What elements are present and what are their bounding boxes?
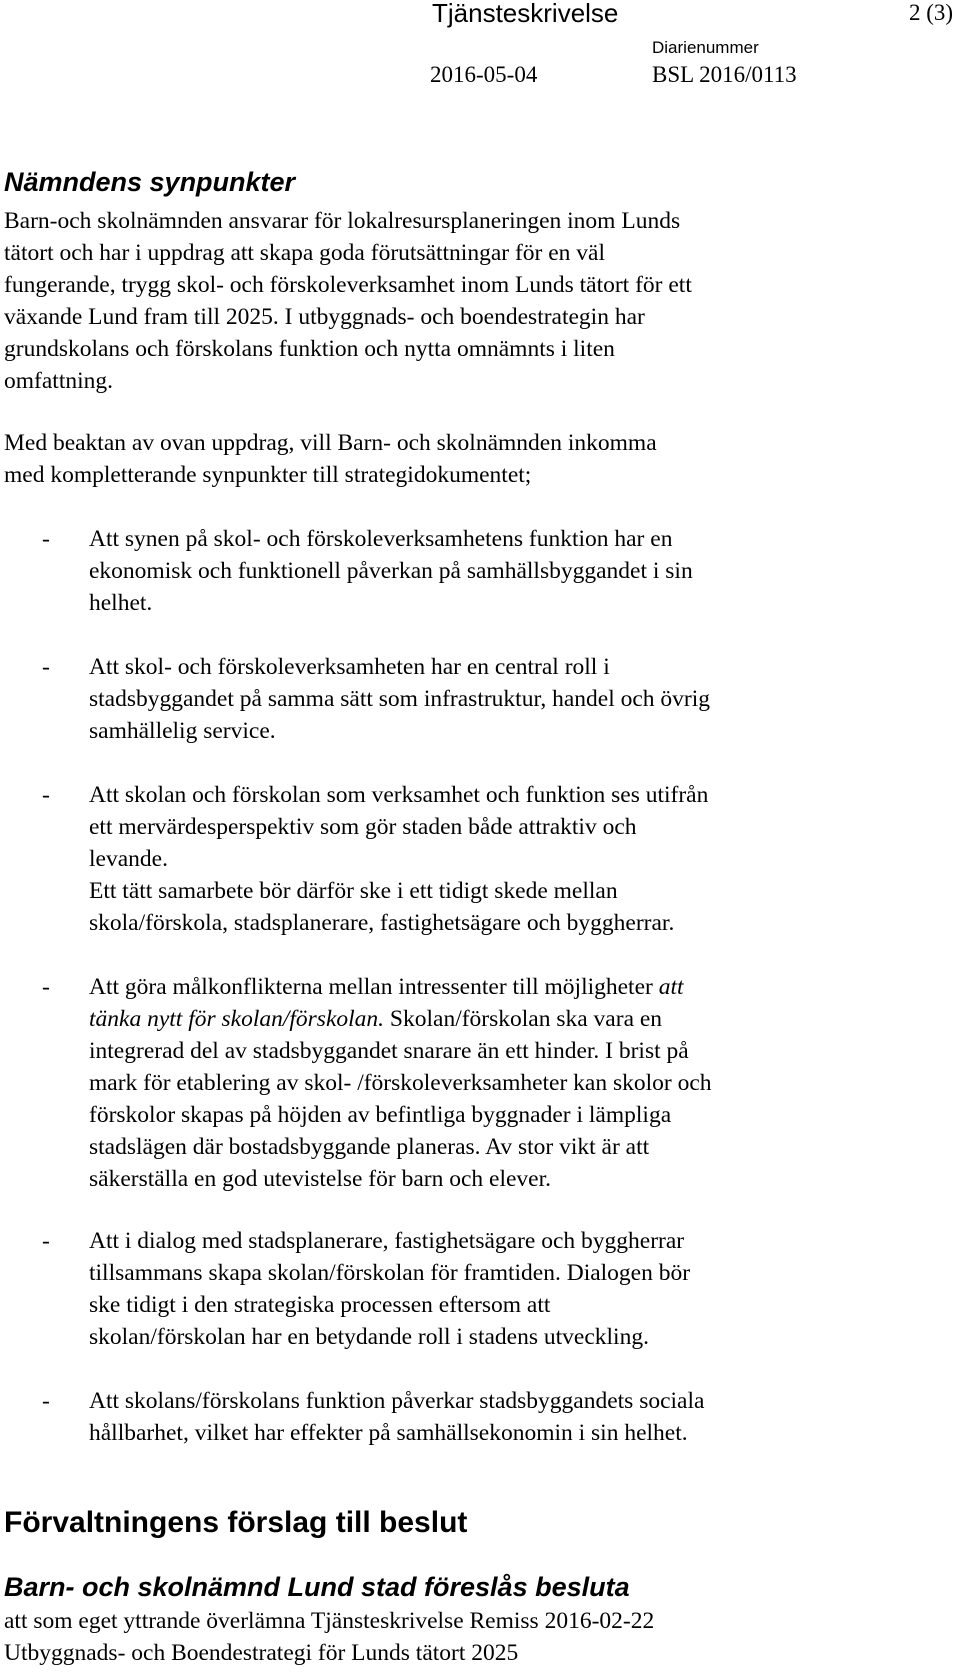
registration-label: Diarienummer xyxy=(652,38,759,57)
paragraph-line: Med beaktan av ovan uppdrag, vill Barn- och skolnämnden inkomma xyxy=(4,430,657,456)
list-item-line xyxy=(89,1003,712,1035)
paragraph-line: Barn-och skolnämnden ansvarar för lokalresursplaneringen inom Lunds xyxy=(4,208,681,234)
list-item-line: samhällelig service. xyxy=(89,718,276,744)
text-run: Skolan/förskolan ska vara en xyxy=(384,1006,663,1032)
paragraph-line: att som eget yttrande överlämna Tjänsteskrivelse Remiss 2016-02-22 xyxy=(4,1608,655,1634)
list-item-line: Att i dialog med stadsplanerare, fastighetsägare och byggherrar xyxy=(89,1228,685,1254)
list-dash: - xyxy=(42,526,50,552)
subheading-board-decision: Barn- och skolnämnd Lund stad föreslås besluta xyxy=(4,1572,630,1602)
lead-paragraph xyxy=(4,427,934,491)
document-type: Tjänsteskrivelse xyxy=(432,0,619,28)
list-item-line: ske tidigt i den strategiska processen eftersom att xyxy=(89,1292,551,1318)
document-date: 2016-05-04 xyxy=(430,62,538,87)
paragraph-line: växande Lund fram till 2025. I utbyggnads- och boendestrategin har xyxy=(4,304,645,330)
paragraph-line: omfattning. xyxy=(4,368,113,394)
list-item-line: skola/förskola, stadsplanerare, fastighetsägare och byggherrar. xyxy=(89,910,675,936)
list-item-line: hållbarhet, vilket har effekter på samhällsekonomin i sin helhet. xyxy=(89,1420,688,1446)
list-item-line: säkerställa en god utevistelse för barn och elever. xyxy=(89,1166,551,1192)
paragraph-line: fungerande, trygg skol- och förskoleverksamhet inom Lunds tätort för ett xyxy=(4,272,692,298)
section-heading-opinions: Nämndens synpunkter xyxy=(4,167,296,197)
paragraph-line: Utbyggnads- och Boendestrategi för Lunds tätort 2025 xyxy=(4,1640,519,1666)
list-item-line: stadslägen där bostadsbyggande planeras. Av stor vikt är att xyxy=(89,1134,650,1160)
list-item-line: ekonomisk och funktionell påverkan på samhällsbyggandet i sin xyxy=(89,558,693,584)
list-item-line: levande. xyxy=(89,846,168,872)
section-heading-proposal: Förvaltningens förslag till beslut xyxy=(4,1506,468,1539)
list-item-line: förskolor skapas på höjden av befintliga byggnader i lämpliga xyxy=(89,1102,672,1128)
list-item-line: stadsbyggandet på samma sätt som infrastruktur, handel och övrig xyxy=(89,686,711,712)
list-item-line: mark för etablering av skol- /förskoleverksamheter kan skolor och xyxy=(89,1070,712,1096)
list-item-line: Att skol- och förskoleverksamheten har en central roll i xyxy=(89,654,610,680)
list-item-line: tillsammans skapa skolan/förskolan för framtiden. Dialogen bör xyxy=(89,1260,691,1286)
italic-text-run: tänka nytt för skolan/förskolan. xyxy=(89,1006,385,1032)
italic-text-run: att xyxy=(658,974,684,1000)
registration-number: BSL 2016/0113 xyxy=(652,62,797,87)
page-number: 2 (3) xyxy=(909,0,954,25)
list-item-line: integrerad del av stadsbyggandet snarare än ett hinder. I brist på xyxy=(89,1038,689,1064)
list-dash: - xyxy=(42,782,50,808)
paragraph-line: tätort och har i uppdrag att skapa goda förutsättningar för en väl xyxy=(4,240,606,266)
intro-paragraph xyxy=(4,205,934,397)
list-item-line: helhet. xyxy=(89,590,153,616)
list-item-line: ett mervärdesperspektiv som gör staden både attraktiv och xyxy=(89,814,637,840)
paragraph-line: grundskolans och förskolans funktion och nytta omnämnts i liten xyxy=(4,336,615,362)
list-dash: - xyxy=(42,1388,50,1414)
list-item-line: Att skolans/förskolans funktion påverkar stadsbyggandets sociala xyxy=(89,1388,705,1414)
list-dash: - xyxy=(42,654,50,680)
list-dash: - xyxy=(42,974,50,1000)
list-item-line: Att synen på skol- och förskoleverksamhetens funktion har en xyxy=(89,526,673,552)
text-run: Att göra målkonflikterna mellan intressenter till möjligheter xyxy=(89,974,659,1000)
list-item-line: Ett tätt samarbete bör därför ske i ett tidigt skede mellan xyxy=(89,878,618,904)
list-item-line xyxy=(89,971,712,1003)
decision-paragraph xyxy=(4,1605,934,1669)
list-item-line: skolan/förskolan har en betydande roll i stadens utveckling. xyxy=(89,1324,649,1350)
paragraph-line: med kompletterande synpunkter till strategidokumentet; xyxy=(4,462,532,488)
list-item-line: Att skolan och förskolan som verksamhet och funktion ses utifrån xyxy=(89,782,709,808)
list-dash: - xyxy=(42,1228,50,1254)
